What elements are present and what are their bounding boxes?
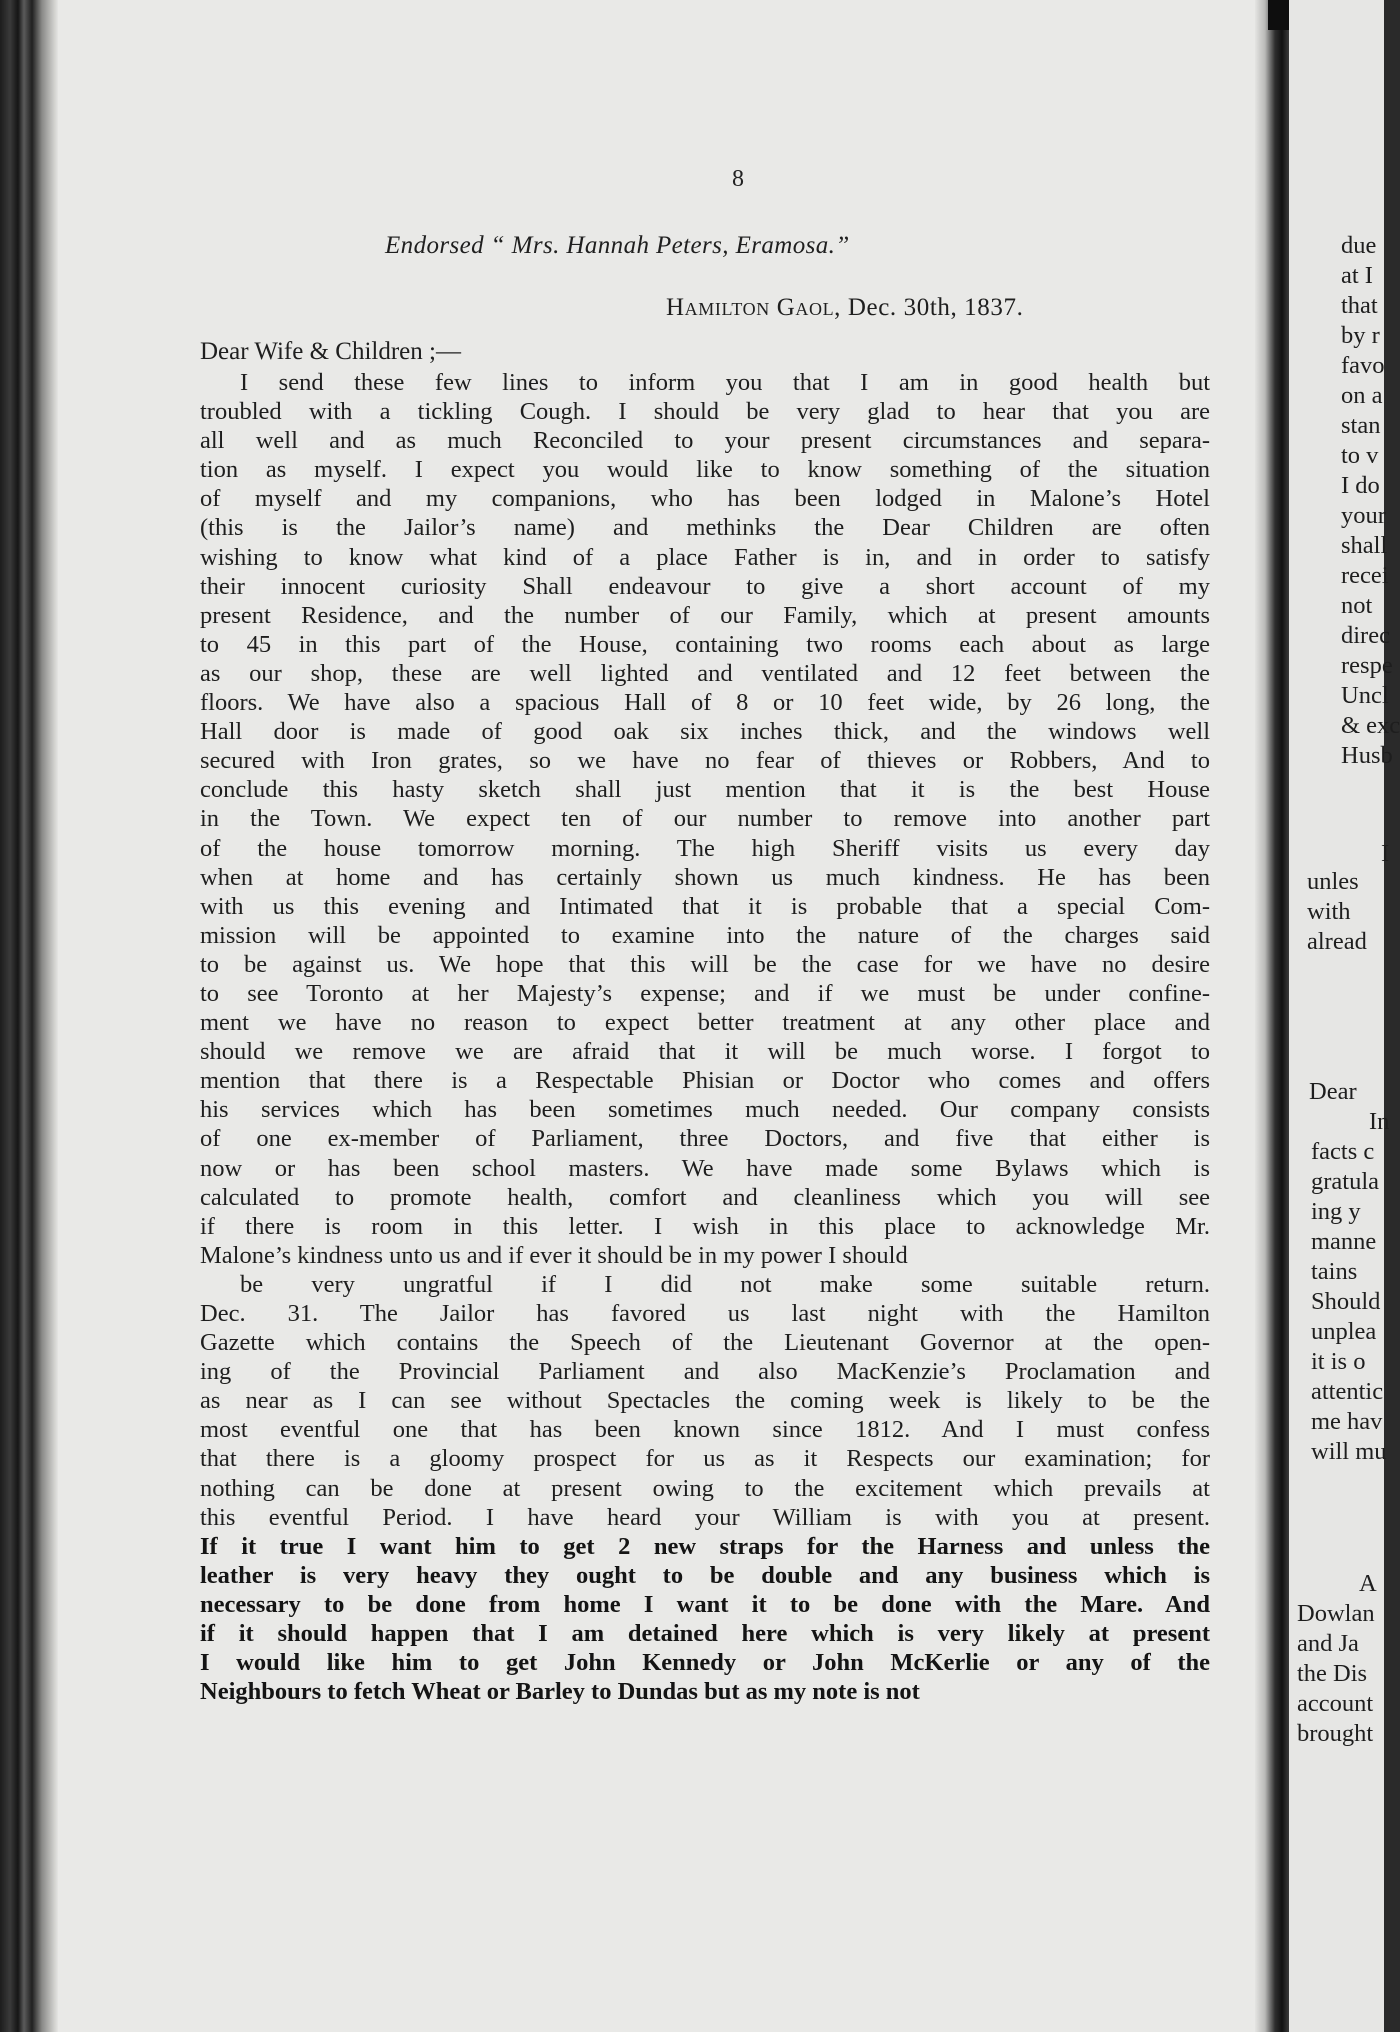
text-line: this eventful Period. I have heard your William is with you at present.: [200, 1503, 1210, 1531]
right-page-fragment: account: [1297, 1690, 1374, 1717]
right-page-fragment: unles: [1307, 868, 1359, 895]
right-page-fragment: Dowlan: [1297, 1600, 1375, 1627]
right-page-fragment: tains: [1311, 1258, 1358, 1285]
text-line: Gazette which contains the Speech of the Lieutenant Governor at the open-: [200, 1329, 1210, 1357]
right-page-fragment: Should: [1311, 1288, 1381, 1315]
right-page-fragment: I: [1381, 840, 1390, 867]
right-page-fragment: manne: [1311, 1228, 1377, 1255]
right-page-fragment: at I: [1341, 262, 1373, 289]
right-page-fragment: attentic: [1311, 1378, 1384, 1405]
right-page-fragment: due: [1341, 232, 1377, 259]
text-line: with us this evening and Intimated that it is probable that a special Com-: [200, 892, 1210, 920]
right-page-fragment: it is o: [1311, 1348, 1366, 1375]
text-line: leather is very heavy they ought to be double and any business which is: [200, 1561, 1210, 1589]
text-line: of one ex-member of Parliament, three Doctors, and five that either is: [200, 1125, 1210, 1153]
text-line: when at home and has certainly shown us much kindness. He has been: [200, 863, 1210, 891]
right-page-fragment: A: [1359, 1570, 1377, 1597]
right-page-fragment: the Dis: [1297, 1660, 1368, 1687]
letter-body: [200, 368, 1210, 1706]
right-page-fragment: on a: [1341, 382, 1383, 409]
right-page-fragment: Uncl: [1341, 682, 1389, 709]
right-page-fragment: ing y: [1311, 1198, 1361, 1225]
text-line: (this is the Jailor’s name) and methinks the Dear Children are often: [200, 514, 1210, 542]
endorsement-heading: Endorsed “ Mrs. Hannah Peters, Eramosa.”: [385, 232, 850, 259]
right-page-fragment: me hav: [1311, 1408, 1383, 1435]
page-gutter: [1255, 0, 1289, 2032]
text-line: that there is a gloomy prospect for us as it Respects our examination; for: [200, 1445, 1210, 1473]
text-line: of the house tomorrow morning. The high Sheriff visits us every day: [200, 834, 1210, 862]
text-line: all well and as much Reconciled to your present circumstances and separa-: [200, 427, 1210, 455]
right-page-fragment: shall: [1341, 532, 1388, 559]
text-line: I would like him to get John Kennedy or John McKerlie or any of the: [200, 1649, 1210, 1677]
text-line: as our shop, these are well lighted and ventilated and 12 feet between the: [200, 659, 1210, 687]
right-page-fragment: and Ja: [1297, 1630, 1359, 1657]
right-page-fragment: gratula: [1311, 1168, 1380, 1195]
text-line: calculated to promote health, comfort and cleanliness which you will see: [200, 1183, 1210, 1211]
text-line: necessary to be done from home I want it to be done with the Mare. And: [200, 1590, 1210, 1618]
right-page-fragment: Dear: [1309, 1078, 1357, 1105]
text-line: nothing can be done at present owing to the excitement which prevails at: [200, 1474, 1210, 1502]
text-line: as near as I can see without Spectacles the coming week is likely to be the: [200, 1387, 1210, 1415]
dateline-date: , Dec. 30th, 1837.: [834, 294, 1024, 321]
text-line: now or has been school masters. We have made some Bylaws which is: [200, 1154, 1210, 1182]
text-line: secured with Iron grates, so we have no fear of thieves or Robbers, And to: [200, 747, 1210, 775]
text-line: tion as myself. I expect you would like to know something of the situation: [200, 456, 1210, 484]
right-page-fragment: brought: [1297, 1720, 1374, 1747]
dateline-place: Hamilton Gaol: [666, 294, 835, 321]
text-line: Dec. 31. The Jailor has favored us last night with the Hamilton: [200, 1300, 1210, 1327]
text-line: if it should happen that I am detained here which is very likely at present: [200, 1620, 1210, 1648]
text-line: in the Town. We expect ten of our number to remove into another part: [200, 805, 1210, 833]
right-page-fragment: unplea: [1311, 1318, 1377, 1345]
right-page-fragment: will mu: [1311, 1438, 1387, 1465]
text-line: should we remove we are afraid that it will be much worse. I forgot to: [200, 1038, 1210, 1066]
right-page-fragment: recei: [1341, 562, 1389, 589]
text-line: ing of the Provincial Parliament and also MacKenzie’s Proclamation and: [200, 1358, 1210, 1386]
text-line: Hall door is made of good oak six inches thick, and the windows well: [200, 718, 1210, 746]
right-page-fragment: favo: [1341, 352, 1385, 379]
text-line: to 45 in this part of the House, containing two rooms each about as large: [200, 630, 1210, 658]
text-line: if there is room in this letter. I wish in this place to acknowledge Mr.: [200, 1212, 1210, 1240]
text-line: present Residence, and the number of our Family, which at present amounts: [200, 601, 1210, 629]
right-page-fragment: facts c: [1311, 1138, 1375, 1165]
text-line: be very ungratful if I did not make some suitable return.: [240, 1270, 1210, 1298]
text-line: their innocent curiosity Shall endeavour to give a short account of my: [200, 572, 1210, 600]
page-number: 8: [732, 166, 744, 192]
text-line: mention that there is a Respectable Phisian or Doctor who comes and offers: [200, 1067, 1210, 1095]
text-line: conclude this hasty sketch shall just mention that it is the best House: [200, 776, 1210, 804]
right-page-edge: [1289, 0, 1400, 2032]
right-page-fragment: alread: [1307, 928, 1367, 955]
right-page-fragment: by r: [1341, 322, 1380, 349]
right-page-fragment: direc: [1341, 622, 1390, 649]
text-line: floors. We have also a spacious Hall of 8 or 10 feet wide, by 26 long, the: [200, 689, 1210, 717]
text-line: Neighbours to fetch Wheat or Barley to Dundas but as my note is not: [200, 1678, 920, 1706]
text-line: most eventful one that has been known since 1812. And I must confess: [200, 1416, 1210, 1444]
right-page-fragment: with: [1307, 898, 1351, 925]
text-line: If it true I want him to get 2 new straps for the Harness and unless the: [200, 1532, 1210, 1560]
right-page-fragment: respe: [1341, 652, 1393, 679]
letter-salutation: Dear Wife & Children ;—: [200, 338, 461, 365]
text-line: ment we have no reason to expect better treatment at any other place and: [200, 1009, 1210, 1037]
right-page-fragment: not: [1341, 592, 1373, 619]
text-line: Malone’s kindness unto us and if ever it should be in my power I should: [200, 1241, 908, 1269]
right-page-fragment: stan: [1341, 412, 1381, 439]
right-page-fragment: to v: [1341, 442, 1379, 469]
right-page-fragment: your: [1341, 502, 1386, 529]
letter-dateline: [666, 294, 1186, 322]
right-page-fragment: In: [1369, 1108, 1390, 1135]
book-binding-edge: [0, 0, 58, 2032]
text-line: wishing to know what kind of a place Father is in, and in order to satisfy: [200, 543, 1210, 571]
right-page-fragment: & exc: [1341, 712, 1400, 739]
text-line: to see Toronto at her Majesty’s expense; and if we must be under confine-: [200, 979, 1210, 1007]
text-line: to be against us. We hope that this will be the case for we have no desire: [200, 950, 1210, 978]
text-line: of myself and my companions, who has been lodged in Malone’s Hotel: [200, 485, 1210, 513]
right-page-fragment: that: [1341, 292, 1378, 319]
right-page-fragment: Husb: [1341, 742, 1393, 769]
text-line: mission will be appointed to examine into the nature of the charges said: [200, 921, 1210, 949]
text-line: troubled with a tickling Cough. I should be very glad to hear that you are: [200, 398, 1210, 426]
text-line: I send these few lines to inform you that I am in good health but: [240, 369, 1210, 396]
text-line: his services which has been sometimes much needed. Our company consists: [200, 1096, 1210, 1124]
right-page-fragment: I do: [1341, 472, 1380, 499]
